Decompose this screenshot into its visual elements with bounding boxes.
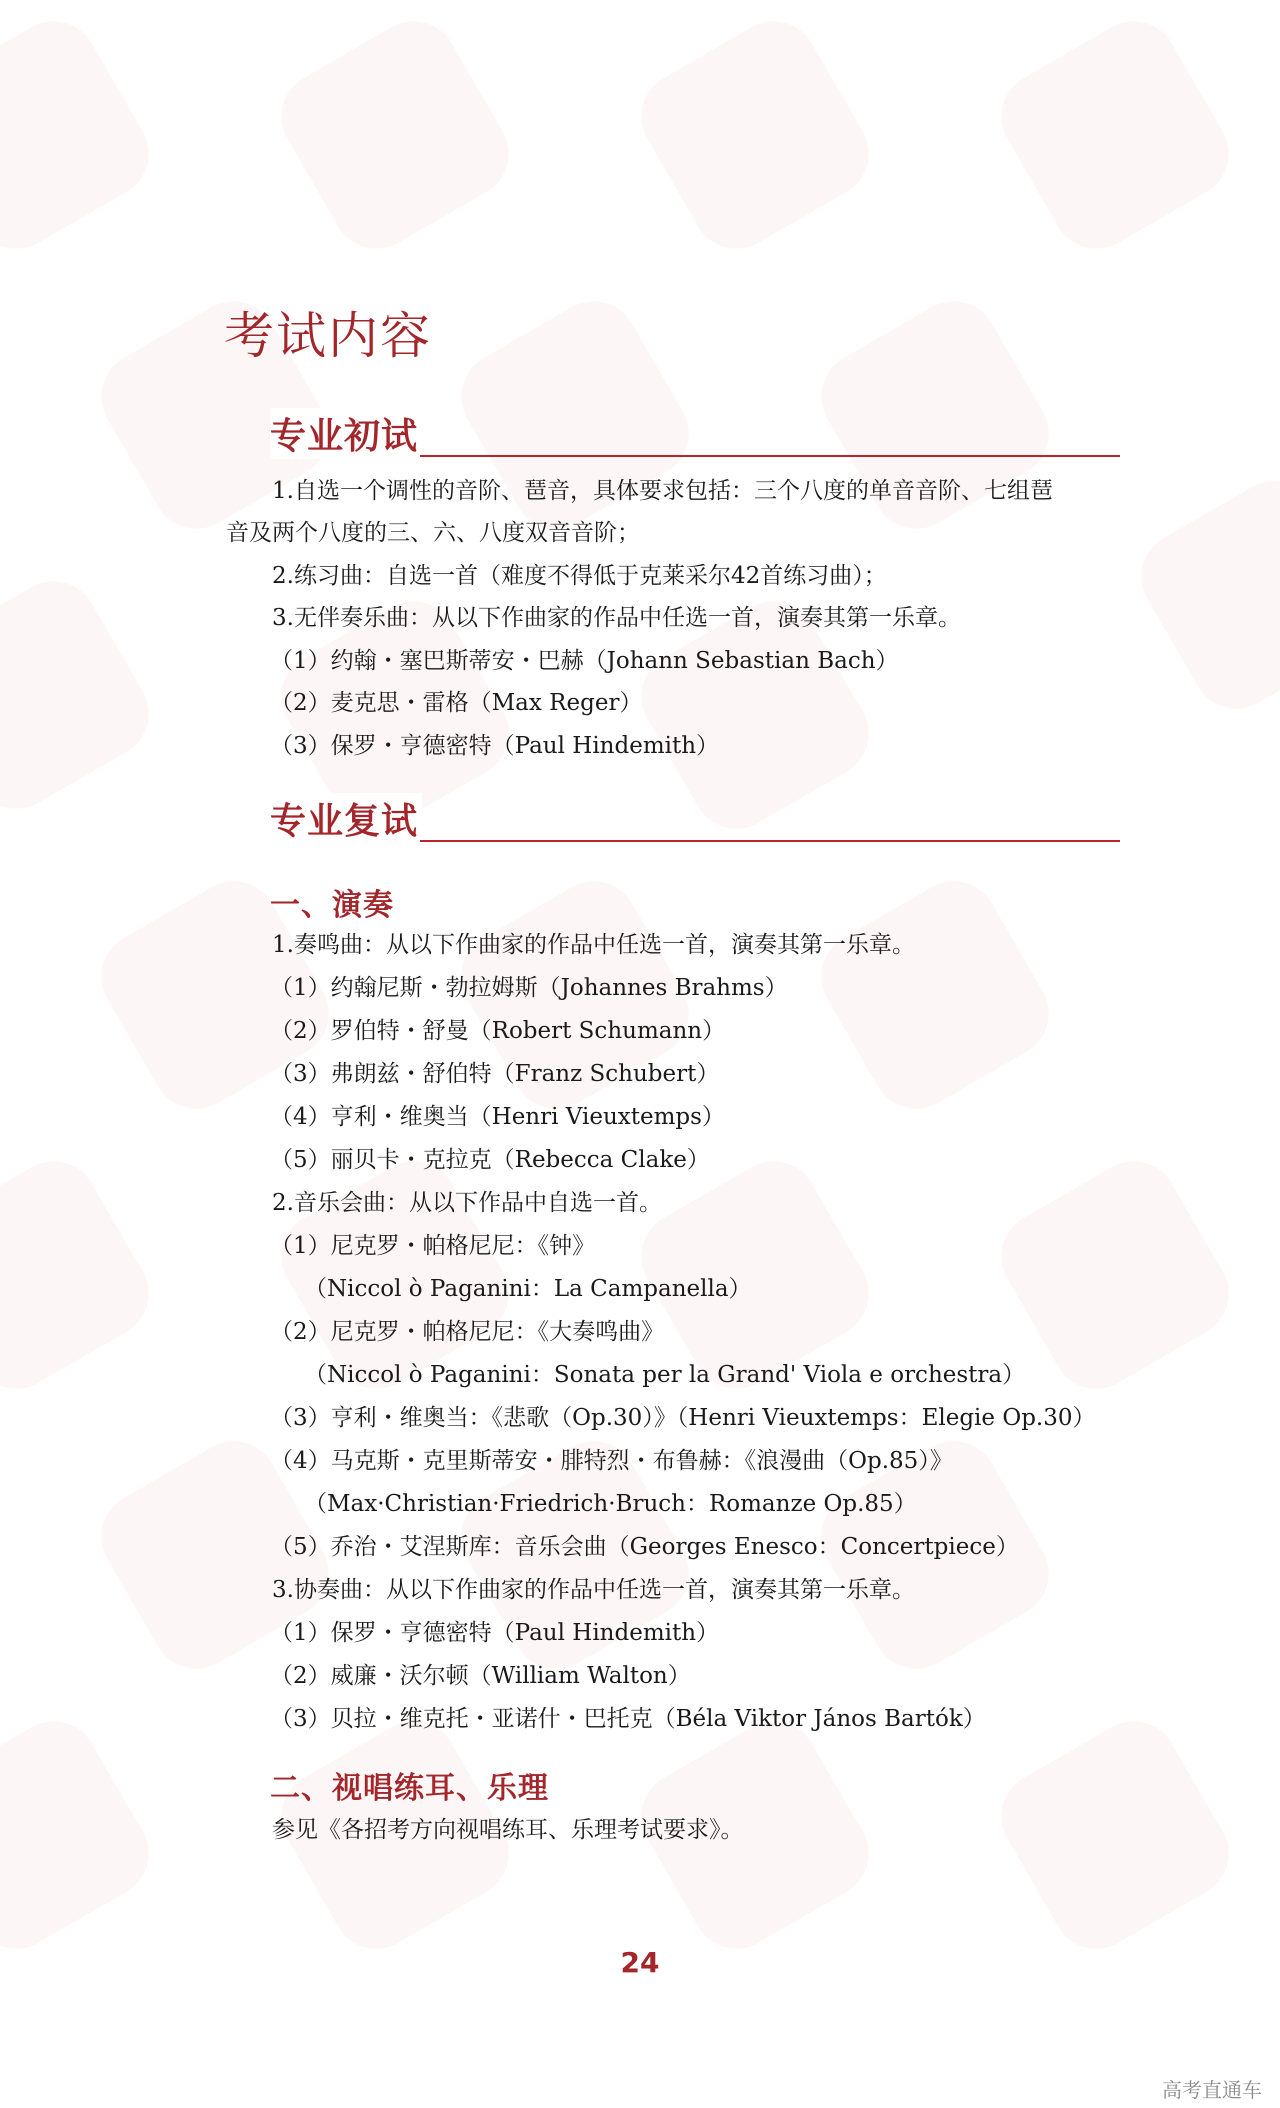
list-item-detail: （Max·Christian·Friedrich·Bruch：Romanze Op.85） bbox=[304, 1491, 917, 1517]
list-item: （3）贝拉・维克托・亚诺什・巴托克（Béla Viktor János Bartók） bbox=[270, 1706, 986, 1732]
list-item: （2）罗伯特・舒曼（Robert Schumann） bbox=[270, 1018, 726, 1044]
subhead-performance: 一、演奏 bbox=[270, 888, 394, 923]
list-item: （2）威廉・沃尔顿（William Walton） bbox=[270, 1663, 691, 1689]
subhead-theory: 二、视唱练耳、乐理 bbox=[270, 1771, 549, 1806]
text-line: 3.无伴奏乐曲：从以下作曲家的作品中任选一首，演奏其第一乐章。 bbox=[272, 605, 961, 631]
section-initial-exam bbox=[270, 408, 1120, 468]
text-line: 1.自选一个调性的音阶、琶音，具体要求包括：三个八度的单音音阶、七组琶 bbox=[272, 478, 1053, 504]
page-title: 考试内容 bbox=[224, 307, 432, 365]
list-item: （3）弗朗兹・舒伯特（Franz Schubert） bbox=[270, 1061, 720, 1087]
list-item: （1）约翰尼斯・勃拉姆斯（Johannes Brahms） bbox=[270, 975, 788, 1001]
list-item: （5）乔治・艾涅斯库：音乐会曲（Georges Enesco：Concertpiece） bbox=[270, 1534, 1019, 1560]
text-line: 3.协奏曲：从以下作曲家的作品中任选一首，演奏其第一乐章。 bbox=[272, 1577, 915, 1603]
section-divider bbox=[420, 840, 1120, 842]
text-line: 1.奏鸣曲：从以下作曲家的作品中任选一首，演奏其第一乐章。 bbox=[272, 932, 915, 958]
list-item: （4）亨利・维奥当（Henri Vieuxtemps） bbox=[270, 1104, 725, 1130]
list-item-detail: （Niccol ò Paganini：Sonata per la Grand' Viola e orchestra） bbox=[304, 1362, 1026, 1388]
list-item: （5）丽贝卡・克拉克（Rebecca Clake） bbox=[270, 1147, 710, 1173]
text-line: 2.练习曲：自选一首（难度不得低于克莱采尔42首练习曲）； bbox=[272, 563, 887, 589]
list-item: （3）保罗・亨德密特（Paul Hindemith） bbox=[270, 733, 720, 759]
list-item: （2）尼克罗・帕格尼尼：《大奏鸣曲》 bbox=[270, 1319, 665, 1345]
list-item: （4）马克斯・克里斯蒂安・腓特烈・布鲁赫：《浪漫曲（Op.85）》 bbox=[270, 1448, 953, 1474]
text-line: 参见《各招考方向视唱练耳、乐理考试要求》。 bbox=[272, 1817, 744, 1843]
corner-watermark-text: 高考直通车 bbox=[1162, 2078, 1262, 2102]
list-item: （1）保罗・亨德密特（Paul Hindemith） bbox=[270, 1620, 720, 1646]
list-item-detail: （Niccol ò Paganini：La Campanella） bbox=[304, 1276, 752, 1302]
list-item: （1）约翰・塞巴斯蒂安・巴赫（Johann Sebastian Bach） bbox=[270, 648, 899, 674]
section-title-retest: 专业复试 bbox=[270, 793, 422, 844]
section-title-initial: 专业初试 bbox=[270, 408, 422, 459]
section-retest-exam bbox=[270, 793, 1120, 853]
list-item: （1）尼克罗・帕格尼尼：《钟》 bbox=[270, 1233, 596, 1259]
list-item: （2）麦克思・雷格（Max Reger） bbox=[270, 690, 643, 716]
page-number: 24 bbox=[620, 1946, 660, 1979]
text-line: 音及两个八度的三、六、八度双音音阶； bbox=[226, 520, 640, 546]
section-divider bbox=[420, 455, 1120, 457]
text-line: 2.音乐会曲：从以下作品中自选一首。 bbox=[272, 1190, 662, 1216]
list-item: （3）亨利・维奥当：《悲歌（Op.30）》（Henri Vieuxtemps：Elegie Op.30） bbox=[270, 1405, 1096, 1431]
